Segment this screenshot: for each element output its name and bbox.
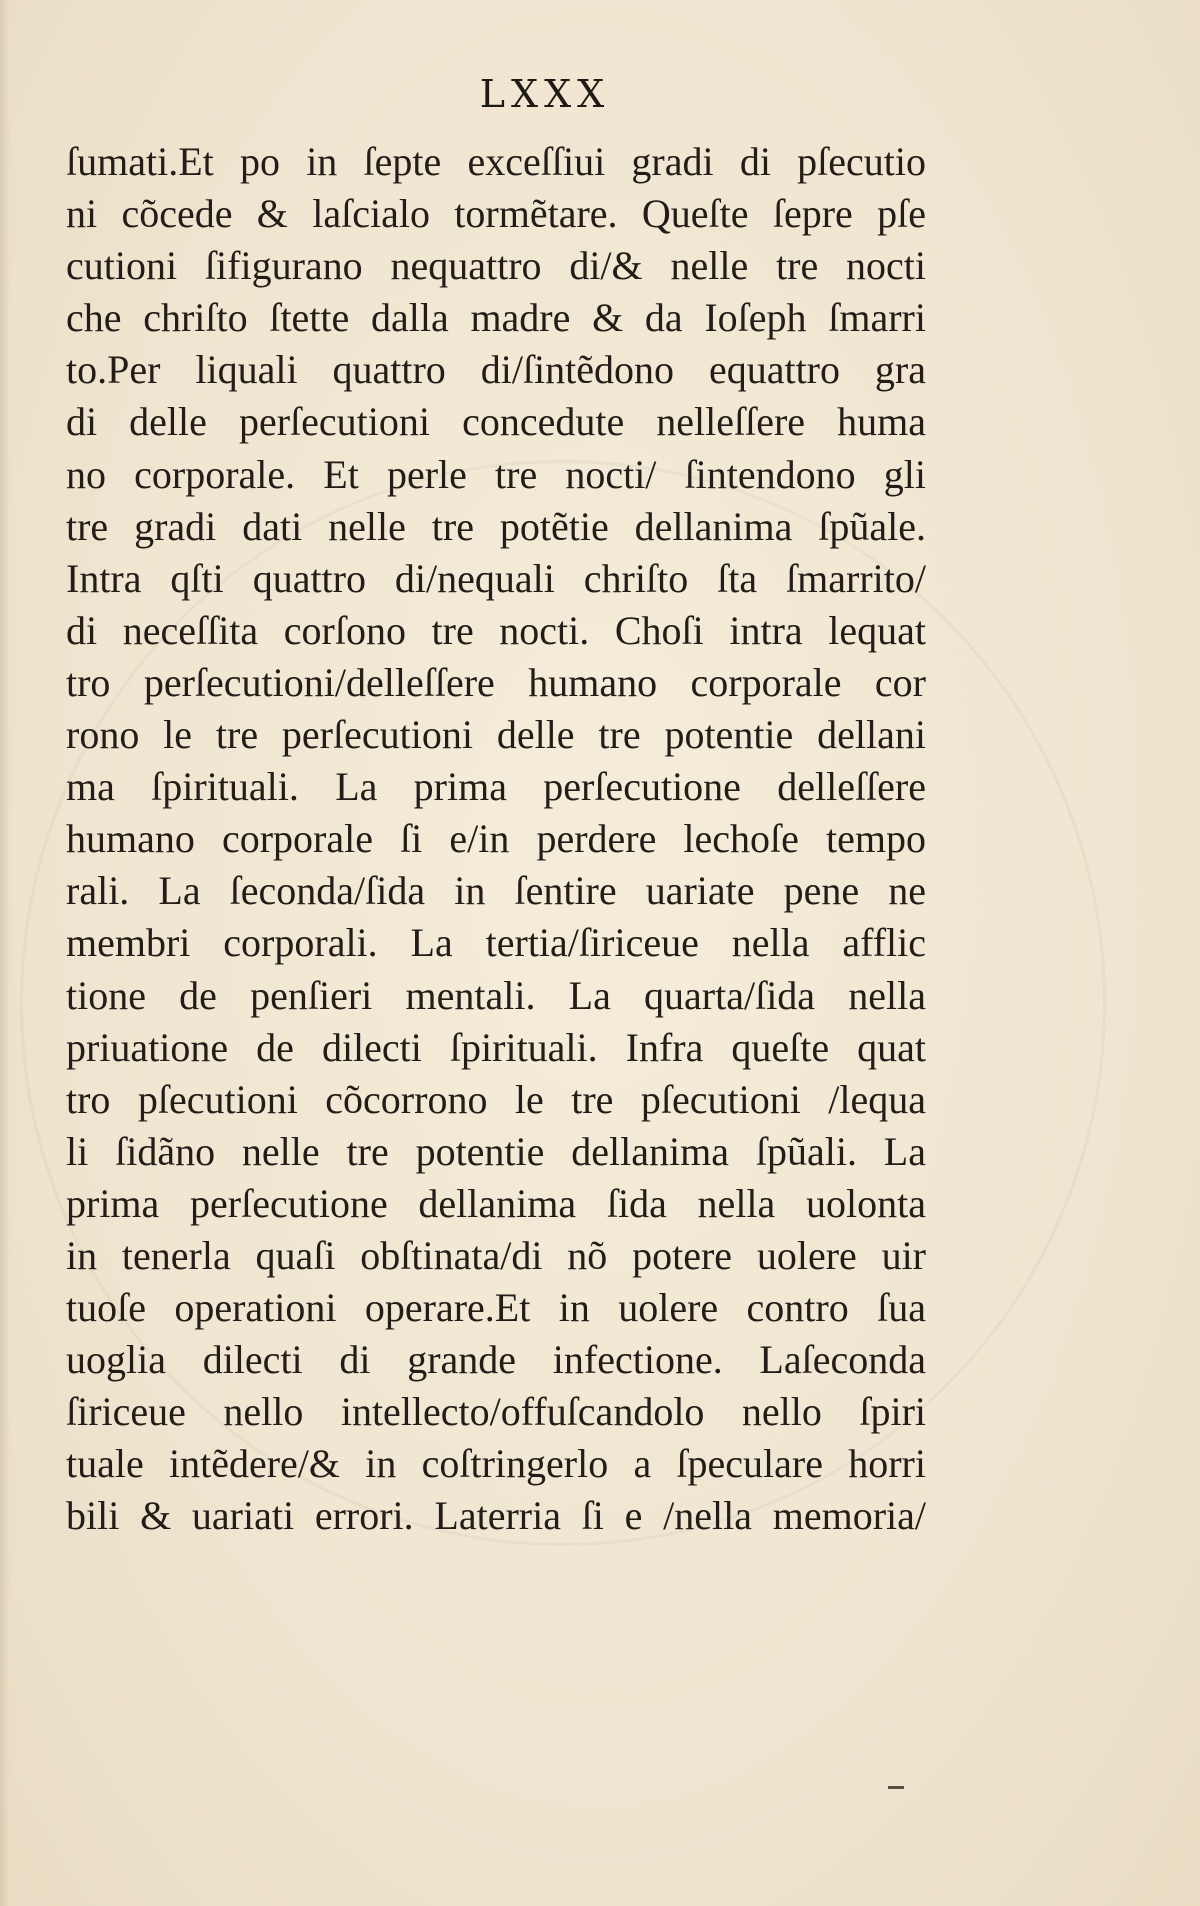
body-text bbox=[66, 136, 926, 1543]
text-line: to.Per liquali quattro di/ſintẽdono equattro gra bbox=[66, 347, 926, 393]
text-line: rono le tre perſecutioni delle tre potentie dellani bbox=[66, 712, 926, 758]
text-line: ſumati.Et po in ſepte exceſſiui gradi di pſecutio bbox=[66, 139, 926, 184]
text-line: prima perſecutione dellanima ſida nella uolonta bbox=[66, 1180, 926, 1226]
text-line: li ſidãno nelle tre potentie dellanima ſpũali. La bbox=[66, 1128, 926, 1174]
text-line: Intra qſti quattro di/nequali chriſto ſta ſmarrito/ bbox=[66, 555, 926, 601]
text-line: tro perſecutioni/delleſſere humano corporale cor bbox=[66, 659, 926, 705]
text-line: di neceſſita corſono tre nocti. Choſi intra lequat bbox=[66, 607, 926, 653]
text-line: ni cõcede & laſcialo tormẽtare. Queſte ſepre pſe bbox=[66, 191, 926, 237]
printer-mark bbox=[888, 1786, 904, 1789]
text-line: rali. La ſeconda/ſida in ſentire uariate pene ne bbox=[66, 868, 926, 914]
text-line: uoglia dilecti di grande infectione. Laſeconda bbox=[66, 1337, 926, 1383]
text-line: membri corporali. La tertia/ſiriceue nella afflic bbox=[66, 920, 926, 966]
text-line: tione de penſieri mentali. La quarta/ſida nella bbox=[66, 972, 926, 1018]
text-line: di delle perſecutioni concedute nelleſſere huma bbox=[66, 399, 926, 445]
text-line: no corporale. Et perle tre nocti/ ſintendono gli bbox=[66, 451, 926, 497]
text-line: che chriſto ſtette dalla madre & da Ioſeph ſmarri bbox=[66, 295, 926, 341]
text-line: ſiriceue nello intellecto/offuſcandolo nello ſpiri bbox=[66, 1389, 926, 1435]
text-line: ma ſpirituali. La prima perſecutione delleſſere bbox=[66, 764, 926, 810]
text-line: bili & uariati errori. Laterria ſi e /nella memoria/ bbox=[66, 1493, 926, 1539]
text-line: tuoſe operationi operare.Et in uolere contro ſua bbox=[66, 1285, 926, 1331]
text-line: in tenerla quaſi obſtinata/di nõ potere uolere uir bbox=[66, 1232, 926, 1278]
text-line: humano corporale ſi e/in perdere lechoſe tempo bbox=[66, 816, 926, 862]
running-head: LXXX bbox=[479, 72, 611, 116]
text-line: priuatione de dilecti ſpirituali. Infra queſte quat bbox=[66, 1024, 926, 1070]
text-line: tre gradi dati nelle tre potẽtie dellanima ſpũale. bbox=[66, 503, 926, 549]
text-line: tuale intẽdere/& in coſtringerlo a ſpeculare horri bbox=[66, 1441, 926, 1487]
text-line: tro pſecutioni cõcorrono le tre pſecutioni /lequa bbox=[66, 1076, 926, 1122]
page-gutter-shadow bbox=[0, 0, 10, 1906]
text-line: cutioni ſifigurano nequattro di/& nelle tre nocti bbox=[66, 243, 926, 289]
